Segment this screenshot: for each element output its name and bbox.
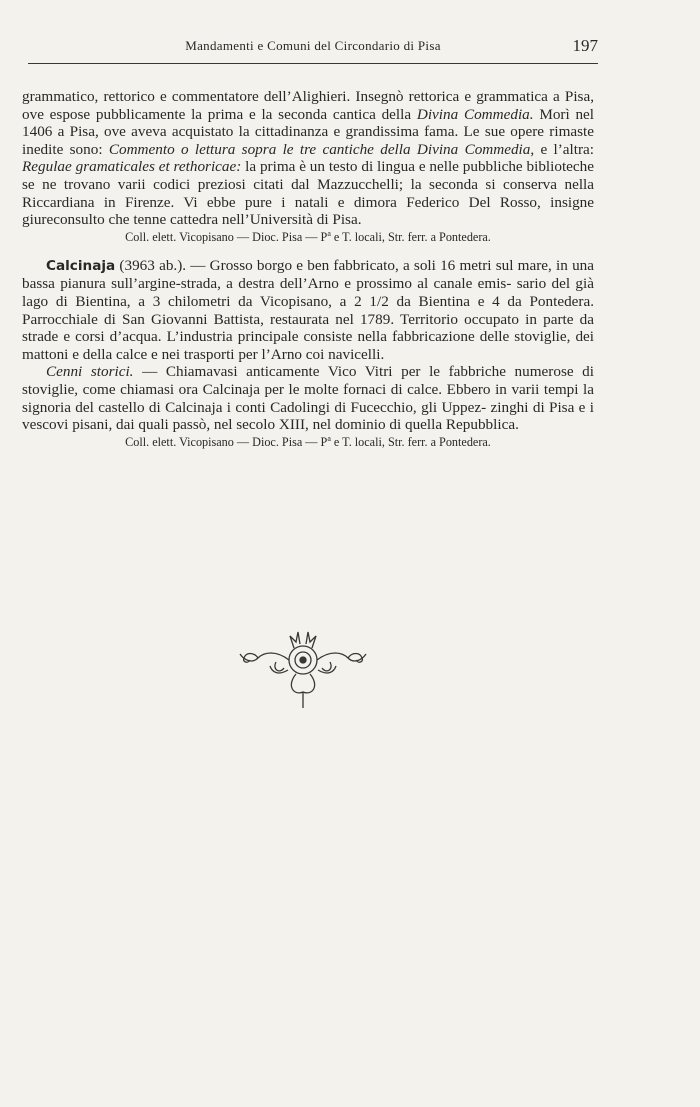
- text-line: Pisa, ove espose pubblicamente la prima e la seconda cantica della: [22, 88, 594, 123]
- text-line: fabbricazione delle stoviglie, dei mattoni e della calce e nei trasporti per l’Arno coi: [22, 328, 595, 363]
- note-superscript: a: [327, 433, 331, 443]
- italic-title: Commento o lettura sopra le tre cantiche della Divina: [108, 140, 459, 158]
- note-text: e T. locali, Str. ferr. a Pontedera.: [330, 434, 491, 449]
- text-line: (3963 ab.). — Grosso borgo e ben fabbricato, a soli 16 metri sul mare,: [115, 256, 552, 274]
- footnote-collegio: [22, 434, 594, 450]
- italic-title: Commedia: [464, 140, 531, 158]
- italic-title: Divina Commedia.: [416, 105, 534, 123]
- note-text: Coll. elett. Vicopisano — Dioc. Pisa — P: [125, 229, 328, 244]
- page-number: 197: [572, 36, 598, 55]
- text-line: Pontedera. Parrocchiale di San Giovanni Battista, restaurata nel 1789. Territorio: [22, 292, 594, 328]
- header-rule: [28, 63, 598, 64]
- text-line: la seconda si conserva nella Riccardiana in Firenze. Vi ebbe pure i natali e dimora: [22, 175, 595, 211]
- running-title: Mandamenti e Comuni del Circondario di Pisa: [185, 38, 441, 53]
- text-line: stoviglie, come chiamasi ora Calcinaja per le molte fornaci di calce. Ebbero in varii: [22, 380, 540, 398]
- text-line: Federico Del Rosso, insigne giureconsulto che tenne cattedra nell’Università di Pisa.: [22, 193, 595, 229]
- text-line: da Bientina e 4 da: [388, 292, 522, 310]
- section-label: Cenni storici.: [46, 363, 134, 381]
- text-line: in una bassa pianura sull’argine-strada, a destra dell’Arno e prossimo al canale emis-: [22, 256, 595, 293]
- note-superscript: a: [327, 228, 331, 238]
- text-line: sue opere rimaste inedite sono:: [22, 123, 594, 158]
- page-body: [22, 88, 594, 450]
- page-header: [28, 38, 598, 58]
- text-line: Morì nel 1406 a Pisa, ove aveva acquistato la cittadinanza e grandissima fama. Le: [22, 105, 595, 141]
- footnote-collegio: [22, 229, 594, 245]
- text-line: la prima è un testo di lingua: [241, 158, 415, 176]
- text-line: sario del già lago di Bientina, a 3 chilometri da Vicopisano, a 2: [22, 275, 594, 310]
- note-text: e T. locali, Str. ferr. a Pontedera.: [330, 229, 491, 244]
- text-line: occupato in parte da strade e corsi d’acqua. L’industria principale consiste nella: [22, 310, 594, 346]
- text-line: navicelli.: [328, 345, 385, 363]
- text-line: zinghi di Pisa e i vescovi pisani, dai quali passò, nel secolo XIII, nel dominio di quella: [22, 398, 594, 434]
- cenni-storici-paragraph: [22, 363, 594, 433]
- text-line: Repubblica.: [445, 416, 519, 434]
- note-text: Coll. elett. Vicopisano — Dioc. Pisa — P: [125, 434, 328, 449]
- text-line: grammatico, rettorico e commentatore dell’Alighieri. Insegnò rettorica e grammatica a: [22, 88, 560, 105]
- floral-vignette-icon: [236, 630, 370, 712]
- entry-calcinaja: [22, 257, 594, 364]
- text-line: , e l’altra:: [530, 140, 595, 158]
- text-line: tempi la signoria del castello di Calcinaja i conti Cadolingi di Fucecchio, gli Uppez-: [22, 380, 594, 416]
- headword: Calcinaja: [46, 257, 116, 274]
- continuation-paragraph: [22, 88, 594, 229]
- italic-title: Regulae gramaticales et rethoricae:: [22, 158, 242, 176]
- text-line: e nelle pubbliche biblioteche se ne trovano varii codici preziosi citati dal Mazzucchelli;: [22, 158, 594, 193]
- text-line: — Chiamavasi anticamente Vico Vitri per le fabbriche numerose di: [133, 363, 595, 381]
- fraction: 1/2: [369, 292, 389, 310]
